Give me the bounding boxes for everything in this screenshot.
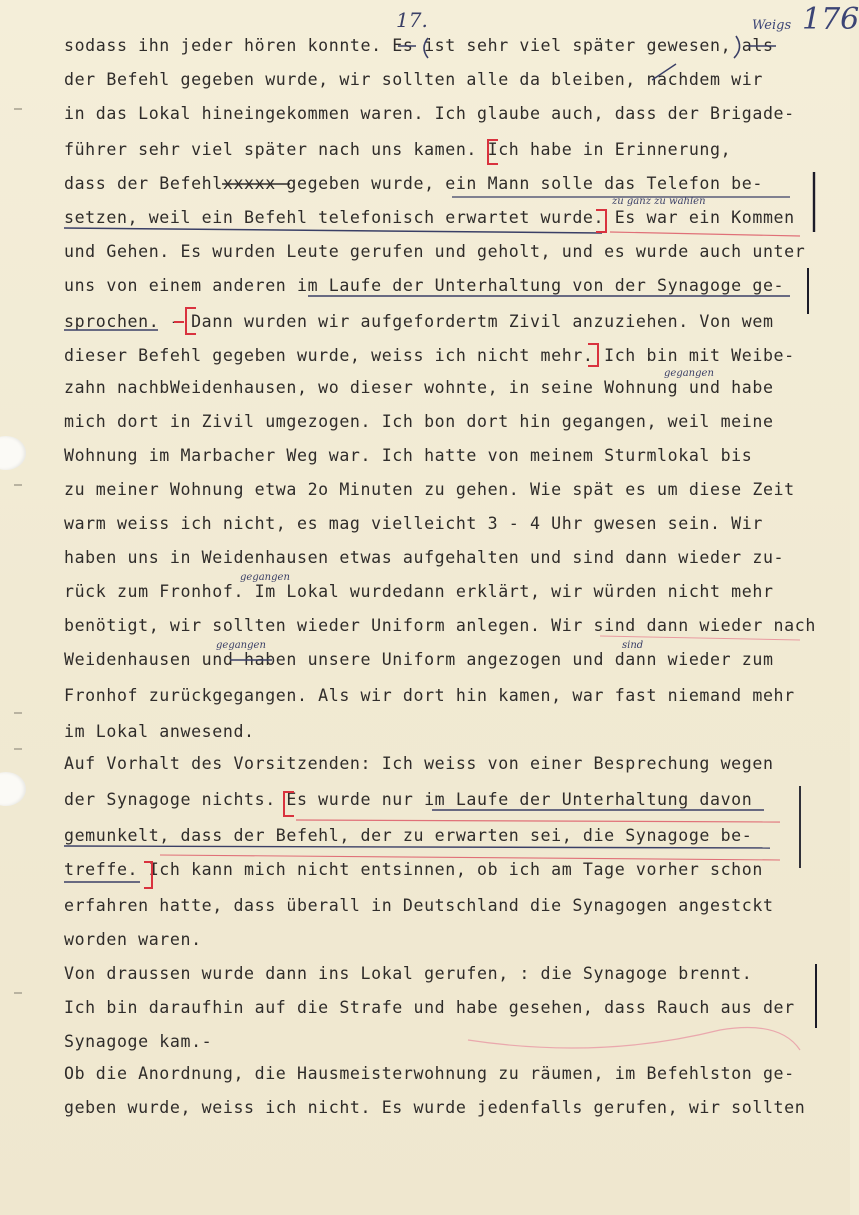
page-number: 17.: [396, 8, 428, 32]
corner-folio-number: 176: [802, 2, 859, 37]
text-line-21: im Lokal anwesend.: [64, 722, 255, 741]
text-line-15: warm weiss ich nicht, es mag vielleicht 3 - 4 Uhr gwesen sein. Wir: [64, 514, 763, 533]
text-line-18: benötigt, wir sollten wieder Uniform anlegen. Wir sind dann wieder nach: [64, 616, 816, 635]
handwritten-insertion: sind: [622, 640, 644, 651]
handwritten-insertion: gegangen: [216, 640, 266, 651]
text-line-6: setzen, weil ein Befehl telefonisch erwartet wurde. Es war ein Kommen: [64, 208, 795, 227]
text-line-14: zu meiner Wohnung etwa 2o Minuten zu gehen. Wie spät es um diese Zeit: [64, 480, 795, 499]
text-line-31: Ob die Anordnung, die Hausmeisterwohnung zu räumen, im Befehlston ge-: [64, 1064, 795, 1083]
text-line-23: der Synagoge nichts. Es wurde nur im Laufe der Unterhaltung davon: [64, 790, 753, 809]
text-line-16: haben uns in Weidenhausen etwas aufgehalten und sind dann wieder zu-: [64, 548, 785, 567]
text-line-3: in das Lokal hineingekommen waren. Ich glaube auch, dass der Brigade-: [64, 104, 795, 123]
text-line-13: Wohnung im Marbacher Weg war. Ich hatte von meinem Sturmlokal bis: [64, 446, 753, 465]
text-line-19: Weidenhausen und haben unsere Uniform angezogen und dann wieder zum: [64, 650, 774, 669]
text-line-5: dass der Befehlxxxxx gegeben wurde, ein Mann solle das Telefon be-: [64, 174, 763, 193]
handwritten-insertion: zu ganz zu wählen: [612, 196, 706, 207]
text-line-2: der Befehl gegeben wurde, wir sollten alle da bleiben, nachdem wir: [64, 70, 763, 89]
text-line-30: Synagoge kam.-: [64, 1032, 213, 1051]
text-line-29: Ich bin daraufhin auf die Strafe und habe gesehen, dass Rauch aus der: [64, 998, 795, 1017]
corner-signature: Weigs: [752, 18, 792, 33]
text-line-24: gemunkelt, dass der Befehl, der zu erwarten sei, die Synagoge be-: [64, 826, 753, 845]
text-line-8: uns von einem anderen im Laufe der Unterhaltung von der Synagoge ge-: [64, 276, 785, 295]
text-line-1: sodass ihn jeder hören konnte. Es ist sehr viel später gewesen, als: [64, 36, 774, 55]
text-line-4: führer sehr viel später nach uns kamen. Ich habe in Erinnerung,: [64, 140, 732, 159]
text-line-27: worden waren.: [64, 930, 202, 949]
text-line-7: und Gehen. Es wurden Leute gerufen und geholt, und es wurde auch unter: [64, 242, 806, 261]
text-line-17: rück zum Fronhof. Im Lokal wurdedann erklärt, wir würden nicht mehr: [64, 582, 774, 601]
text-line-10: dieser Befehl gegeben wurde, weiss ich nicht mehr. Ich bin mit Weibe-: [64, 346, 795, 365]
handwritten-insertion: gegangen: [664, 368, 714, 379]
text-line-25: treffe. Ich kann mich nicht entsinnen, ob ich am Tage vorher schon: [64, 860, 763, 879]
text-line-11: zahn nachbWeidenhausen, wo dieser wohnte, in seine Wohnung und habe: [64, 378, 774, 397]
handwritten-insertion: gegangen: [240, 572, 290, 583]
text-line-32: geben wurde, weiss ich nicht. Es wurde jedenfalls gerufen, wir sollten: [64, 1098, 806, 1117]
text-line-26: erfahren hatte, dass überall in Deutschland die Synagogen angestckt: [64, 896, 774, 915]
text-line-28: Von draussen wurde dann ins Lokal gerufen, : die Synagoge brennt.: [64, 964, 753, 983]
text-line-12: mich dort in Zivil umgezogen. Ich bon dort hin gegangen, weil meine: [64, 412, 774, 431]
text-line-22: Auf Vorhalt des Vorsitzenden: Ich weiss von einer Besprechung wegen: [64, 754, 774, 773]
text-line-20: Fronhof zurückgegangen. Als wir dort hin kamen, war fast niemand mehr: [64, 686, 795, 705]
text-line-9: sprochen. - Dann wurden wir aufgefordertm Zivil anzuziehen. Von wem: [64, 312, 774, 331]
